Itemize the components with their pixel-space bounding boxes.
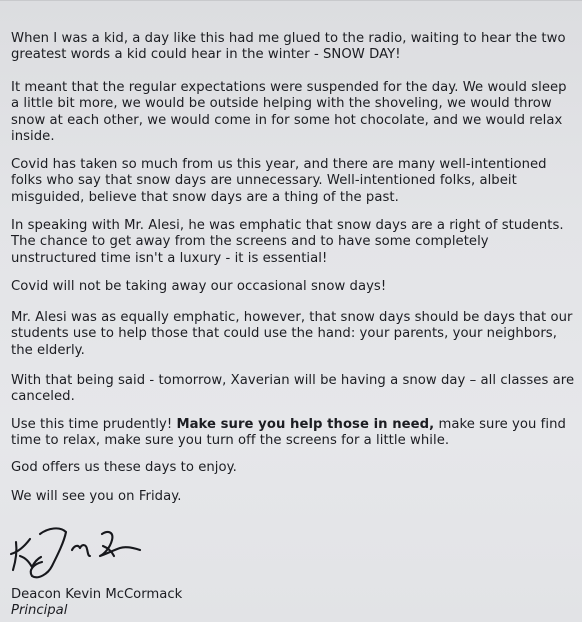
top-edge [0, 0, 582, 1]
handwritten-signature [8, 520, 158, 586]
paragraph-8-end: make sure you find time to relax, make sure you turn off the screens for a little while. [11, 417, 566, 449]
paragraph-2: It meant that the regular expectations were suspended for the day. We would sleep a little bit more, we would be outside helping with the shoveling, we would throw snow at each other, we would come in for some hot chocolate, and we would relax inside. [11, 80, 567, 145]
paragraph-9: God offers us these days to enjoy. [11, 460, 237, 475]
paragraph-1: When I was a kid, a day like this had me glued to the radio, waiting to hear the two greatest words a kid could hear in the winter - SNOW DAY! [11, 31, 566, 63]
paragraph-7: With that being said - tomorrow, Xaverian will be having a snow day – all classes are canceled. [11, 373, 575, 405]
signature-title: Principal [11, 603, 68, 618]
paragraph-3: Covid has taken so much from us this year, and there are many well-intentioned folks who say that snow days are unnecessary. Well-intentioned folks, albeit misguided, believe that snow days are a thing of the past. [11, 157, 547, 205]
paragraph-5: Covid will not be taking away our occasional snow days! [11, 279, 387, 294]
paragraph-8 [11, 417, 577, 450]
paragraph-10: We will see you on Friday. [11, 489, 182, 504]
signature-name: Deacon Kevin McCormack [11, 587, 183, 602]
paragraph-6: Mr. Alesi was as equally emphatic, however, that snow days should be days that our students use to help those that could use the hand: your parents, your neighbors, the elderly. [11, 310, 573, 358]
paragraph-4: In speaking with Mr. Alesi, he was emphatic that snow days are a right of students. The chance to get away from the screens and to have some completely unstructured time isn't a luxury - it is essential! [11, 218, 564, 266]
paragraph-8-start: Use this time prudently! [11, 417, 177, 432]
paragraph-8-emphasis: Make sure you help those in need, [176, 417, 435, 432]
